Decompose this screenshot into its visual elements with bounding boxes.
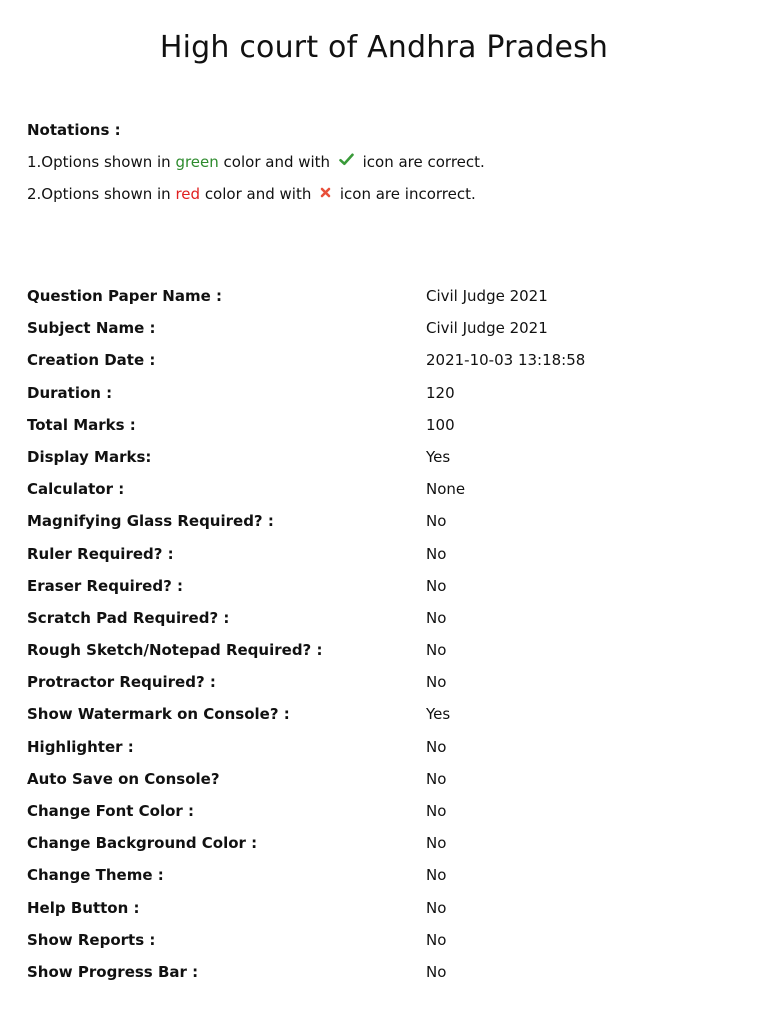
info-label: Change Theme : [27, 866, 164, 885]
check-icon [339, 145, 354, 177]
info-label: Protractor Required? : [27, 673, 216, 692]
info-label: Question Paper Name : [27, 287, 222, 305]
info-value: Civil Judge 2021 [426, 287, 548, 305]
info-row-auto-save [27, 763, 747, 795]
info-label: Display Marks: [27, 447, 152, 466]
info-label: Rough Sketch/Notepad Required? : [27, 641, 323, 660]
info-value: No [426, 962, 447, 981]
notation-incorrect-line [27, 178, 747, 210]
info-label: Subject Name : [27, 319, 156, 338]
notations-section [27, 118, 747, 210]
info-row-show-watermark [27, 698, 747, 730]
info-row-change-font-color [27, 795, 747, 827]
cross-icon [320, 177, 331, 209]
info-value: None [426, 480, 466, 499]
notation-incorrect-prefix: 2.Options shown in [27, 185, 176, 203]
info-label: Scratch Pad Required? : [27, 608, 230, 627]
paper-info-table [27, 280, 747, 988]
info-label: Ruler Required? : [27, 544, 174, 563]
info-value: Civil Judge 2021 [426, 319, 548, 338]
info-row-help-button [27, 892, 747, 924]
notation-incorrect-middle: color and with [200, 185, 317, 203]
info-row-show-reports [27, 924, 747, 956]
info-value: No [426, 673, 447, 692]
info-label: Eraser Required? : [27, 576, 183, 595]
info-value: No [426, 576, 447, 595]
notation-correct-prefix: 1.Options shown in [27, 153, 176, 171]
info-row-rough-sketch [27, 634, 747, 666]
info-value: 2021-10-03 13:18:58 [426, 351, 586, 370]
info-value: No [426, 641, 447, 660]
info-value: 100 [426, 415, 455, 434]
info-label: Duration : [27, 383, 113, 402]
info-row-magnifying-glass [27, 505, 747, 537]
info-value: No [426, 512, 447, 531]
info-label: Show Watermark on Console? : [27, 705, 290, 724]
info-label: Show Reports : [27, 930, 156, 949]
info-row-total-marks [27, 409, 747, 441]
info-row-protractor [27, 666, 747, 698]
info-value: No [426, 834, 447, 853]
info-row-subject-name [27, 312, 747, 344]
info-value: No [426, 802, 447, 820]
info-label: Total Marks : [27, 415, 136, 434]
info-row-eraser [27, 570, 747, 602]
info-label: Change Font Color : [27, 802, 195, 820]
info-row-highlighter [27, 731, 747, 763]
info-value: No [426, 737, 447, 756]
info-row-question-paper-name [27, 280, 747, 312]
notation-correct-suffix: icon are correct. [357, 153, 485, 171]
notation-red-word: red [175, 185, 201, 203]
notation-incorrect-suffix: icon are incorrect. [335, 185, 476, 203]
info-label: Show Progress Bar : [27, 962, 199, 981]
page-title: High court of Andhra Pradesh [159, 30, 609, 65]
notation-correct-middle: color and with [218, 153, 335, 171]
notations-heading: Notations : [27, 121, 121, 139]
info-row-creation-date [27, 344, 747, 376]
info-label: Change Background Color : [27, 834, 258, 853]
info-label: Auto Save on Console? [27, 769, 220, 788]
info-row-ruler [27, 538, 747, 570]
info-label: Highlighter : [27, 737, 134, 756]
info-row-display-marks [27, 441, 747, 473]
info-label: Help Button : [27, 898, 140, 917]
info-value: No [426, 608, 447, 627]
notation-correct-line [27, 146, 747, 178]
info-label: Creation Date : [27, 351, 156, 370]
info-value: No [426, 898, 447, 917]
info-row-change-background-color [27, 827, 747, 859]
info-value: Yes [426, 447, 451, 466]
info-row-duration [27, 377, 747, 409]
info-label: Calculator : [27, 480, 125, 499]
info-row-change-theme [27, 859, 747, 891]
info-value: No [426, 930, 447, 949]
info-value: 120 [426, 383, 455, 402]
info-row-calculator [27, 473, 747, 505]
notation-green-word: green [175, 153, 219, 171]
info-value: No [426, 544, 447, 563]
info-label: Magnifying Glass Required? : [27, 512, 274, 531]
info-row-show-progress-bar [27, 956, 747, 988]
info-value: Yes [426, 705, 451, 724]
info-value: No [426, 866, 447, 885]
info-row-scratch-pad [27, 602, 747, 634]
info-value: No [426, 769, 447, 788]
